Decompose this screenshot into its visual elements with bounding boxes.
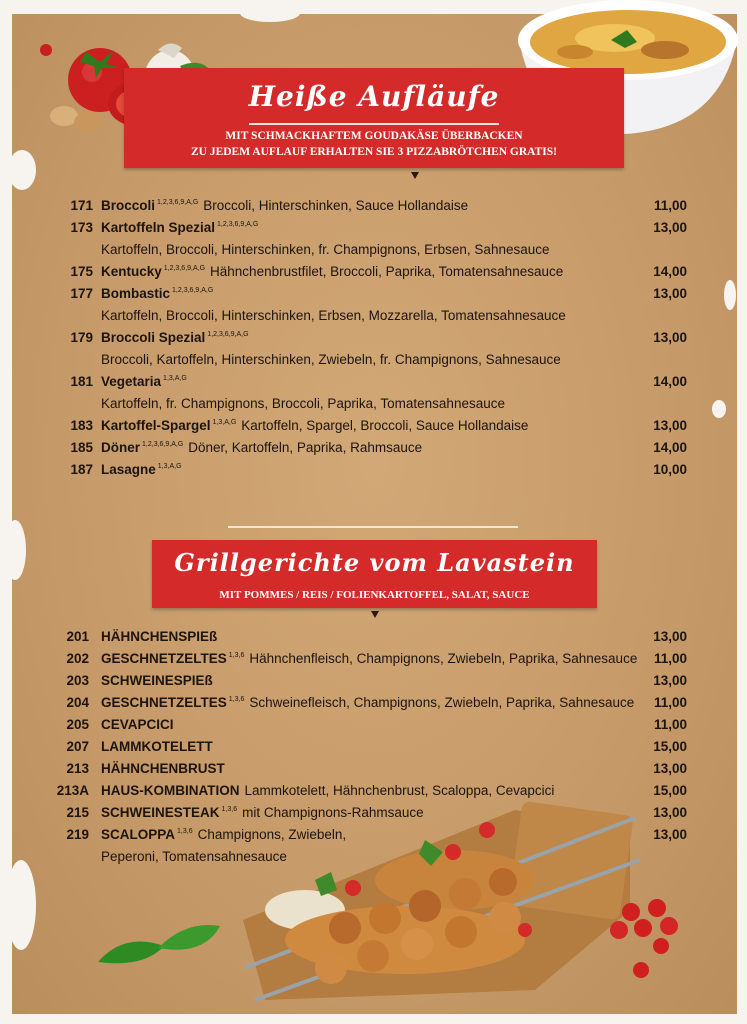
list-item (0, 374, 747, 396)
item-name-wrap (101, 761, 225, 776)
item-name: HÄHNCHENBRUST (101, 761, 225, 776)
list-item (0, 418, 747, 440)
torn-edge-bottom (0, 1014, 747, 1024)
item-number: 173 (70, 220, 93, 235)
item-number: 175 (70, 264, 93, 279)
item-allergens: 1,2,3,6,9,A,G (207, 331, 249, 338)
list-item (0, 462, 747, 484)
grill-title: Grillgerichte vom Lavastein (174, 548, 575, 577)
item-price: 14,00 (653, 264, 687, 279)
item-allergens: 1,2,3,6,9,A,G (172, 287, 214, 294)
item-price: 10,00 (653, 462, 687, 477)
item-allergens: 1,3,6 (221, 806, 238, 813)
item-number: 213A (56, 783, 89, 798)
list-item (0, 761, 747, 783)
pointer-icon (411, 172, 419, 179)
item-number: 207 (66, 739, 89, 754)
item-name-wrap (101, 330, 249, 345)
item-name: Kartoffel-Spargel (101, 418, 211, 433)
item-name: SCHWEINESPIEß (101, 673, 213, 688)
list-item (0, 629, 747, 651)
item-name: GESCHNETZELTES (101, 695, 227, 710)
list-item (0, 673, 747, 695)
list-item (0, 651, 747, 673)
list-item (0, 286, 747, 308)
item-name: Broccoli (101, 198, 156, 213)
item-name: Broccoli Spezial (101, 330, 206, 345)
item-name-wrap (101, 739, 213, 754)
item-price: 13,00 (653, 805, 687, 820)
item-price: 13,00 (653, 827, 687, 842)
item-name: LAMMKOTELETT (101, 739, 213, 754)
item-name: Bombastic (101, 286, 171, 301)
item-number: 219 (66, 827, 89, 842)
grill-banner (152, 540, 597, 608)
list-item (0, 739, 747, 761)
item-description: Lammkotelett, Hähnchenbrust, Scaloppa, Cevapcici (244, 783, 555, 798)
item-name-wrap (101, 629, 217, 644)
item-price: 11,00 (653, 651, 687, 666)
item-number: 185 (70, 440, 93, 455)
item-allergens: 1,2,3,6,9,A,G (142, 441, 184, 448)
item-name-wrap (101, 440, 422, 455)
item-description: Schweinefleisch, Champignons, Zwiebeln, Paprika, Sahnesauce (249, 695, 635, 710)
item-allergens: 1,3,A,G (163, 375, 187, 382)
item-price: 14,00 (653, 374, 687, 389)
list-item (0, 264, 747, 286)
item-name-wrap (101, 783, 554, 798)
item-name: Vegetaria (101, 374, 162, 389)
item-allergens: 1,2,3,6,9,A,G (217, 221, 259, 228)
item-number: 187 (70, 462, 93, 477)
item-allergens: 1,3,A,G (212, 419, 237, 426)
item-name-wrap (101, 695, 634, 710)
item-name: GESCHNETZELTES (101, 651, 227, 666)
item-name-wrap (101, 462, 182, 477)
item-price: 11,00 (653, 717, 687, 732)
item-name: Kartoffeln Spezial (101, 220, 216, 235)
list-item-continuation (0, 308, 747, 330)
grill-subtitle: MIT POMMES / REIS / FOLIENKARTOFFEL, SALAT, SAUCE (219, 589, 530, 601)
item-description: Hähnchenbrustfilet, Broccoli, Paprika, Tomatensahnesauce (210, 264, 564, 279)
item-name: SCALOPPA (101, 827, 176, 842)
item-description: Broccoli, Kartoffeln, Hinterschinken, Zwiebeln, fr. Champignons, Sahnesauce (101, 352, 561, 367)
item-description: mit Champignons-Rahmsauce (242, 805, 424, 820)
item-price: 13,00 (653, 220, 687, 235)
item-price: 13,00 (653, 629, 687, 644)
item-name: CEVAPCICI (101, 717, 174, 732)
item-description: Broccoli, Hinterschinken, Sauce Hollandaise (203, 198, 469, 213)
item-allergens: 1,3,6 (228, 696, 245, 703)
item-number: 179 (70, 330, 93, 345)
item-name: Döner (101, 440, 141, 455)
grunge-splat (6, 860, 36, 950)
item-price: 13,00 (653, 418, 687, 433)
item-number: 215 (66, 805, 89, 820)
list-item-continuation (0, 242, 747, 264)
item-description: Kartoffeln, fr. Champignons, Broccoli, Paprika, Tomatensahnesauce (101, 396, 505, 411)
cherry-tomatoes-image (605, 890, 695, 980)
item-number: 213 (66, 761, 89, 776)
grunge-splat (4, 520, 26, 580)
item-name-wrap (101, 717, 174, 732)
item-allergens: 1,3,6 (228, 652, 245, 659)
item-price: 11,00 (653, 695, 687, 710)
item-number: 205 (66, 717, 89, 732)
item-price: 15,00 (653, 783, 687, 798)
casseroles-subtitle-1: MIT SCHMACKHAFTEM GOUDAKÄSE ÜBERBACKEN (225, 130, 523, 142)
divider-rule (228, 526, 518, 528)
list-item (0, 440, 747, 462)
item-description: Kartoffeln, Broccoli, Hinterschinken, Erbsen, Mozzarella, Tomatensahnesauce (101, 308, 566, 323)
item-price: 13,00 (653, 673, 687, 688)
item-allergens: 1,3,A,G (157, 463, 182, 470)
item-description: Champignons, Zwiebeln, (197, 827, 347, 842)
item-description: Kartoffeln, Broccoli, Hinterschinken, fr. Champignons, Erbsen, Sahnesauce (101, 242, 550, 257)
item-name: SCHWEINESTEAK (101, 805, 220, 820)
item-name-wrap (101, 651, 637, 666)
item-number: 203 (66, 673, 89, 688)
item-number: 177 (70, 286, 93, 301)
list-item (0, 695, 747, 717)
item-name-wrap (101, 374, 187, 389)
casseroles-banner (124, 68, 624, 168)
item-name: HÄHNCHENSPIEß (101, 629, 218, 644)
list-item (0, 220, 747, 242)
item-number: 204 (66, 695, 89, 710)
item-name-wrap (101, 264, 563, 279)
list-item (0, 717, 747, 739)
grill-skewer-image (235, 800, 645, 1015)
item-description: Döner, Kartoffeln, Paprika, Rahmsauce (188, 440, 423, 455)
item-name-wrap (101, 286, 213, 301)
item-price: 14,00 (653, 440, 687, 455)
item-number: 181 (70, 374, 93, 389)
grunge-splat (8, 150, 36, 190)
item-number: 201 (66, 629, 89, 644)
item-price: 13,00 (653, 761, 687, 776)
item-name-wrap (101, 418, 528, 433)
item-name-wrap (101, 198, 468, 213)
list-item-continuation (0, 352, 747, 374)
item-price: 11,00 (653, 198, 687, 213)
casseroles-title: Heiße Aufläufe (248, 80, 500, 113)
item-number: 171 (70, 198, 93, 213)
item-description: Peperoni, Tomatensahnesauce (101, 849, 287, 864)
basil-leaf-image (94, 918, 224, 978)
item-name: HAUS-KOMBINATION (101, 783, 240, 798)
item-allergens: 1,2,3,6,9,A,G (163, 265, 206, 272)
item-name: Kentucky (101, 264, 162, 279)
item-allergens: 1,3,6 (177, 828, 193, 835)
item-price: 15,00 (653, 739, 687, 754)
item-name-wrap (101, 220, 258, 235)
list-item (0, 330, 747, 352)
pointer-icon (371, 611, 379, 618)
grunge-splat (240, 4, 300, 22)
item-name-wrap (101, 673, 213, 688)
divider-rule (249, 123, 499, 125)
list-item (0, 198, 747, 220)
item-description: Hähnchenfleisch, Champignons, Zwiebeln, Paprika, Sahnesauce (249, 651, 638, 666)
casseroles-subtitle-2: ZU JEDEM AUFLAUF ERHALTEN SIE 3 PIZZABRÖTCHEN GRATIS! (190, 146, 558, 158)
item-price: 13,00 (653, 330, 687, 345)
item-description: Kartoffeln, Spargel, Broccoli, Sauce Hollandaise (241, 418, 529, 433)
item-number: 183 (70, 418, 93, 433)
item-name: Lasagne (101, 462, 156, 477)
item-allergens: 1,2,3,6,9,A,G (157, 199, 199, 206)
item-price: 13,00 (653, 286, 687, 301)
list-item-continuation (0, 396, 747, 418)
item-number: 202 (66, 651, 89, 666)
